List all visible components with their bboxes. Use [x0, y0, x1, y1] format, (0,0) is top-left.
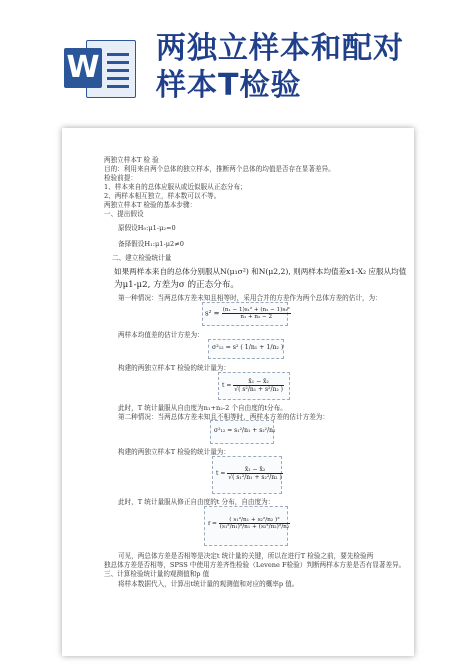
doc-line: 构建的两独立样本T 检验的统计量为：: [118, 448, 230, 456]
doc-line: 如果两样本来自的总体分别服从N(μ₁σ²) 和N(μ2,2), 则两样本均值差x1-X₂ 应服从均值: [114, 267, 407, 276]
formula-lhs: f =: [208, 521, 217, 527]
formula-denominator: √( s²/n₁ + s²/n₂ ): [234, 386, 283, 393]
formula-lhs: t =: [222, 382, 232, 389]
formula-numerator: x̄₁ − x̄₂: [233, 378, 284, 386]
formula-denominator: n₁ + n₂ − 2: [240, 314, 273, 320]
formula-t-statistic-equal: [218, 372, 290, 400]
formula-lhs: σ²₁₂ =: [214, 427, 233, 434]
null-hypothesis: 原假设H₀:μ1-μ₂=0: [118, 224, 176, 232]
formula-numerator: ( s₁²/n₁ + s₂²/n₂ )²: [219, 517, 291, 524]
doc-line: 两样本均值差的估计方差为：: [118, 331, 204, 339]
doc-line: 可见，两总体方差是否相等是决定t 统计量的关键，所以在进行T 检验之前，要先检验两: [118, 552, 374, 560]
document-page: [62, 128, 414, 656]
doc-line: 构建的两独立样本T 检验的统计量为：: [118, 364, 230, 372]
formula-denominator: (s₁²/n₁)²/n₁ + (s₂²/n₂)²/n₂: [219, 524, 290, 530]
doc-line: 为μ1-μ2, 方差为σ 的正态分布。: [114, 280, 240, 290]
formula-lhs: t =: [216, 470, 226, 477]
formula-lhs: σ²₁₂ = s²: [212, 344, 239, 351]
doc-line: 1、样本来自的总体应服从或近似服从正态分布；: [104, 183, 247, 191]
doc-section-1: 一、提出假设: [104, 210, 144, 218]
formula-body: ( 1/n₁ + 1/n₂ ): [240, 344, 284, 351]
doc-section-3: 三、计算检验统计量的观测值和p 值: [104, 570, 210, 578]
doc-line: 目的：利用来自两个总体的独立样本，推断两个总体的均值是否存在显著差异。: [104, 165, 335, 173]
doc-line: 独总体方差是否相等，SPSS 中使用方差齐性检验（Levene F检验）判断两样本方差是否有显著差异。: [104, 561, 406, 569]
formula-body: s₁²/n₁ + s₂²/n₂: [234, 427, 276, 434]
formula-numerator: x̄₁ − x̄₂: [227, 466, 283, 474]
page-title: [156, 30, 404, 104]
formula-estimated-variance: [208, 339, 284, 359]
formula-lhs: s² =: [205, 309, 220, 318]
formula-denominator: √( s₁²/n₁ + s₂²/n₂ ): [228, 474, 282, 481]
formula-degrees-of-freedom: [204, 506, 288, 546]
banner: [0, 0, 474, 116]
doc-heading: 两独立样本T 检 验: [104, 156, 159, 164]
word-logo-badge: W: [64, 48, 102, 88]
doc-line: 此时，T 统计量服从修正自由度的t 分布，自由度为：: [118, 498, 275, 506]
doc-line: 检验前提：: [104, 174, 137, 182]
formula-t-statistic-unequal: [212, 456, 282, 494]
doc-line: 第二种情况：当两总体方差未知且不相等时，两样本方差的估计方差为：: [118, 413, 329, 421]
word-document-icon: [64, 40, 136, 96]
doc-line: 两独立样本T 检验的基本步骤：: [104, 201, 197, 209]
title-line-2: 样本T检验: [156, 68, 302, 103]
doc-section-2: 二、建立检验统计量: [112, 254, 172, 262]
formula-numerator: (n₁ − 1)s₁² + (n₂ − 1)s₂²: [222, 307, 290, 313]
doc-line: 第一种情况：当两总体方差未知且相等时，采用合并的方差作为两个总体方差的估计，为：: [118, 294, 382, 302]
doc-line: 此时，T 统计量服从自由度为n₁+n₂-2 个自由度的t分布。: [118, 404, 287, 412]
doc-line: 将样本数据代入，计算出t统计量的观测值和对应的概率p 值。: [118, 580, 299, 588]
formula-estimated-variance-unequal: [210, 420, 274, 444]
title-line-1: 两独立样本和配对: [156, 31, 404, 66]
formula-pooled-variance: [202, 302, 288, 326]
alt-hypothesis: 备择假设H₁:μ1-μ2≠0: [118, 240, 184, 248]
doc-line: 2、两样本相互独立，样本数可以不等。: [104, 192, 221, 200]
